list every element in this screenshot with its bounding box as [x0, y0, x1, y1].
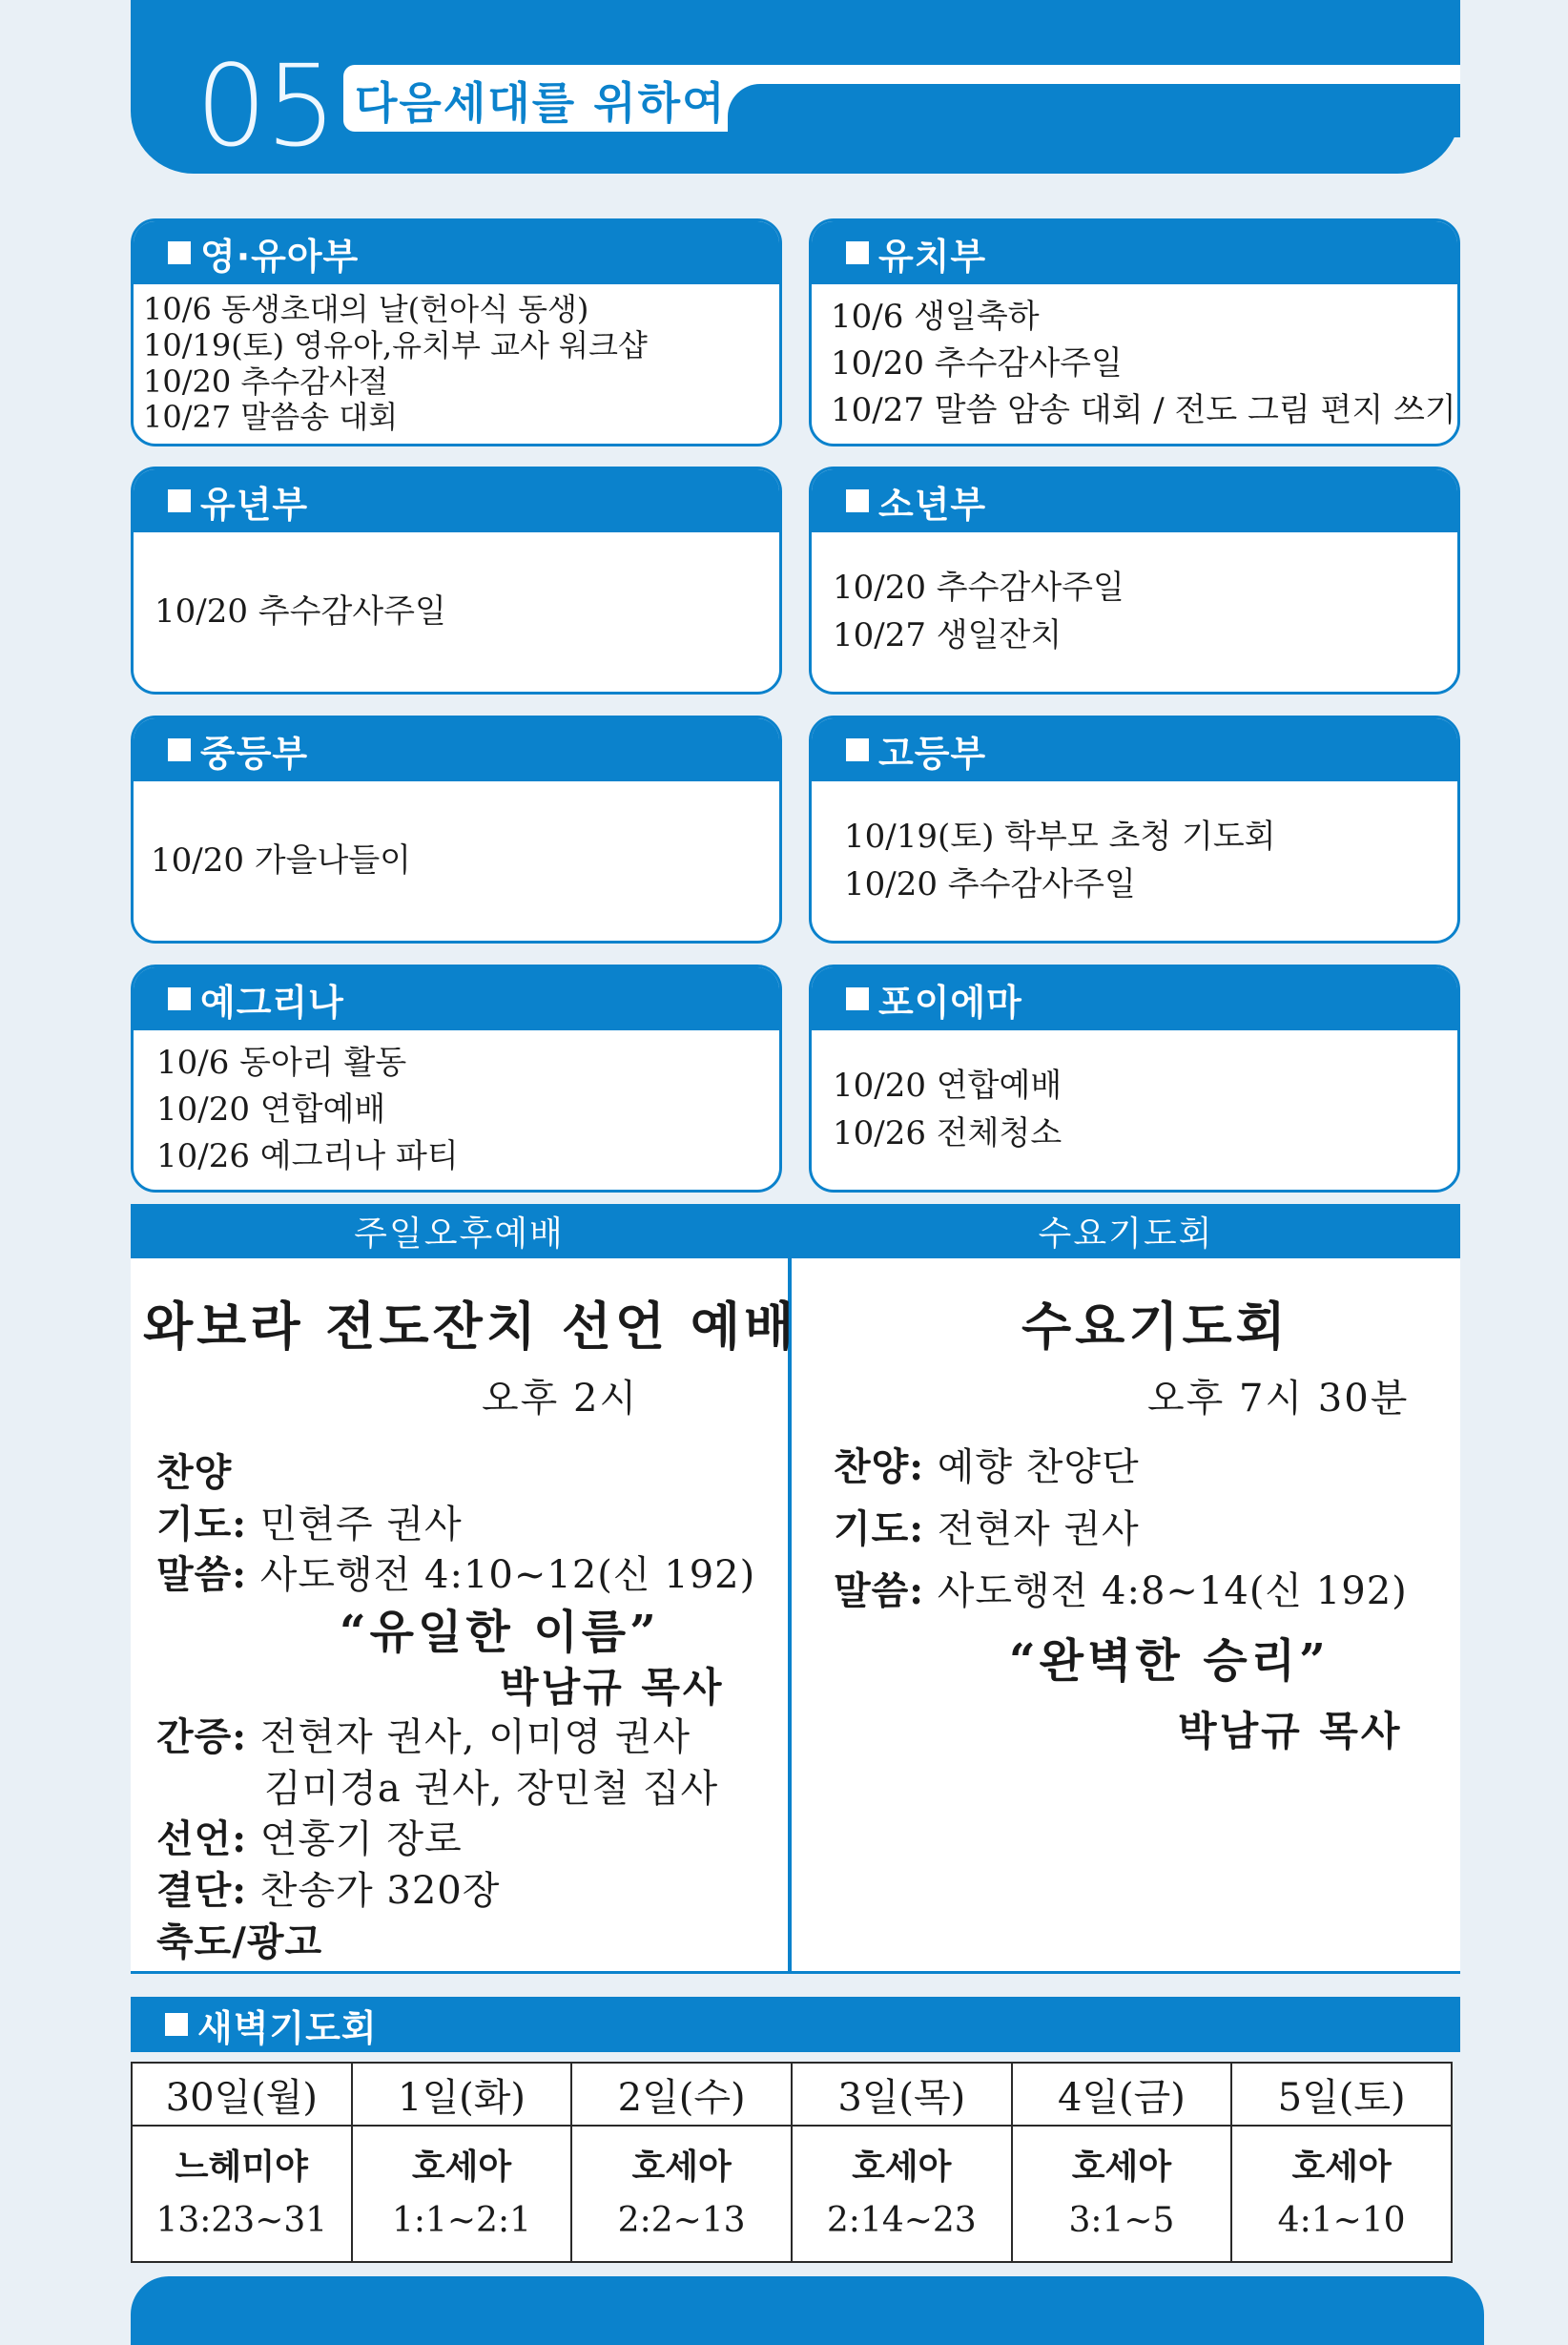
square-bullet-icon — [846, 987, 869, 1010]
dept-name: 고등부 — [878, 732, 987, 775]
dept-item: 10/27 말씀 암송 대회 / 전도 그림 편지 쓰기 — [831, 391, 1456, 430]
day-header: 5일(토) — [1231, 2063, 1452, 2126]
wednesday-service-title: 수요기도회 — [1021, 1296, 1289, 1357]
sunday-preacher: 박남규 목사 — [500, 1664, 725, 1711]
dept-card-kindergarten — [809, 218, 1460, 446]
dept-item: 10/26 전체청소 — [833, 1113, 1063, 1152]
reading-book: 호세아 — [411, 2146, 512, 2187]
dept-item: 10/20 추수감사주일 — [831, 343, 1123, 383]
wednesday-praise-row — [834, 1437, 1140, 1491]
reading-cell — [352, 2126, 572, 2262]
testimony-value: 전현자 권사, 이미영 권사 — [259, 1715, 691, 1759]
reading-cell — [792, 2126, 1012, 2262]
declare-value: 연홍기 장로 — [259, 1817, 463, 1861]
dept-item: 10/20 연합예배 — [833, 1067, 1063, 1106]
praise-value: 예향 찬양단 — [937, 1445, 1140, 1489]
footer-bar — [131, 2276, 1484, 2345]
square-bullet-icon — [168, 241, 191, 264]
wednesday-sermon-title: “완벽한 승리” — [1009, 1634, 1330, 1688]
dept-item: 10/20 추수감사절 — [143, 363, 388, 400]
dept-name: 예그리나 — [200, 981, 344, 1024]
praise-label: 찬양: — [834, 1444, 925, 1489]
wednesday-service-time: 오후 7시 30분 — [1147, 1377, 1410, 1421]
reading-verses: 13:23~31 — [155, 2200, 328, 2240]
wednesday-preacher: 박남규 목사 — [1178, 1708, 1403, 1754]
dept-item: 10/20 가을나들이 — [151, 840, 412, 880]
table-header-row — [132, 2063, 1452, 2126]
word-value: 사도행전 4:10~12(신 192) — [259, 1553, 756, 1597]
dept-card-elementary-upper — [809, 467, 1460, 695]
square-bullet-icon — [846, 738, 869, 761]
day-header: 3일(목) — [792, 2063, 1012, 2126]
dawn-prayer-header — [131, 1997, 1460, 2052]
dept-item: 10/20 연합예배 — [156, 1089, 386, 1129]
reading-book: 호세아 — [1291, 2146, 1392, 2187]
reading-cell — [1231, 2126, 1452, 2262]
reading-cell — [132, 2126, 352, 2262]
prayer-label: 기도: — [156, 1502, 248, 1546]
prayer-value: 전현자 권사 — [937, 1507, 1140, 1551]
dept-card-middle-school — [131, 716, 782, 944]
reading-book: 호세아 — [631, 2146, 732, 2187]
word-value: 사도행전 4:8~14(신 192) — [937, 1569, 1408, 1613]
sunday-service-title: 와보라 전도잔치 선언 예배 — [143, 1296, 798, 1357]
dept-name: 영·유아부 — [200, 235, 360, 278]
day-header: 1일(화) — [352, 2063, 572, 2126]
reading-cell — [1012, 2126, 1232, 2262]
dawn-prayer-table — [131, 2062, 1453, 2263]
dept-item: 10/6 동생초대의 날(헌아식 동생) — [143, 291, 589, 327]
dept-name: 유치부 — [878, 235, 987, 278]
sunday-testimony-row — [156, 1707, 691, 1761]
dept-card-elementary-lower — [131, 467, 782, 695]
sunday-declare-row — [156, 1809, 463, 1863]
sunday-testimony-row-2: 김미경a 권사, 장민철 집사 — [264, 1767, 719, 1811]
dept-name: 포이에마 — [878, 981, 1022, 1024]
dept-item: 10/20 추수감사주일 — [833, 569, 1124, 608]
reading-book: 느헤미야 — [175, 2146, 308, 2187]
reading-verses: 2:14~23 — [826, 2200, 977, 2240]
word-label: 말씀: — [834, 1568, 925, 1613]
dept-item: 10/6 동아리 활동 — [156, 1043, 407, 1082]
reading-book: 호세아 — [852, 2146, 952, 2187]
wednesday-prayer-row — [834, 1499, 1140, 1553]
declare-label: 선언: — [156, 1816, 248, 1861]
header-band-accent — [728, 84, 1460, 137]
table-row — [132, 2126, 1452, 2262]
dept-item: 10/26 예그리나 파티 — [156, 1137, 459, 1176]
dept-item: 10/6 생일축하 — [831, 297, 1040, 336]
reading-verses: 2:2~13 — [617, 2200, 746, 2240]
dept-item: 10/19(토) 영유아,유치부 교사 워크샵 — [143, 326, 648, 363]
day-header: 2일(수) — [571, 2063, 792, 2126]
sunday-prayer-row — [156, 1494, 463, 1548]
dept-name: 유년부 — [200, 483, 309, 526]
dept-card-high-school — [809, 716, 1460, 944]
reading-verses: 1:1~2:1 — [391, 2200, 531, 2240]
sunday-word-row — [156, 1545, 755, 1599]
reading-verses: 4:1~10 — [1277, 2200, 1406, 2240]
praise-label: 찬양 — [156, 1450, 233, 1495]
prayer-label: 기도: — [834, 1506, 925, 1551]
sunday-closing-row — [156, 1860, 500, 1915]
day-header: 30일(월) — [132, 2063, 352, 2126]
dawn-prayer-title: 새벽기도회 — [197, 2006, 378, 2049]
reading-cell — [571, 2126, 792, 2262]
reading-book: 호세아 — [1071, 2146, 1172, 2187]
dept-item: 10/20 추수감사주일 — [844, 864, 1136, 903]
square-bullet-icon — [168, 987, 191, 1010]
dept-card-infant — [131, 218, 782, 446]
dept-item: 10/19(토) 학부모 초청 기도회 — [844, 818, 1276, 857]
day-header: 4일(금) — [1012, 2063, 1232, 2126]
blessing-label: 축도/광고 — [156, 1920, 323, 1964]
sunday-service-time: 오후 2시 — [482, 1377, 639, 1421]
page-title: 다음세대를 위하여 — [355, 77, 727, 129]
square-bullet-icon — [168, 738, 191, 761]
dept-card-yegeurina — [131, 965, 782, 1193]
sunday-blessing-row — [156, 1912, 322, 1966]
word-label: 말씀: — [156, 1552, 248, 1597]
prayer-value: 민현주 권사 — [259, 1503, 463, 1546]
service-bottom-rule — [131, 1971, 1460, 1974]
square-bullet-icon — [846, 489, 869, 512]
sunday-service-header: 주일오후예배 — [131, 1204, 788, 1258]
wednesday-word-row — [834, 1561, 1408, 1615]
section-number: 05 — [196, 40, 336, 172]
square-bullet-icon — [168, 489, 191, 512]
square-bullet-icon — [846, 241, 869, 264]
square-bullet-icon — [165, 2013, 188, 2036]
dept-name: 소년부 — [878, 483, 987, 526]
dept-name: 중등부 — [200, 732, 309, 775]
dept-card-poiema — [809, 965, 1460, 1193]
closing-value: 찬송가 320장 — [259, 1869, 501, 1913]
dept-item: 10/27 말씀송 대회 — [143, 399, 399, 436]
dept-item: 10/27 생일잔치 — [833, 615, 1063, 654]
wednesday-service-header: 수요기도회 — [792, 1204, 1460, 1258]
sunday-praise-row — [156, 1442, 232, 1497]
sunday-sermon-title: “유일한 이름” — [340, 1606, 660, 1659]
closing-label: 결단: — [156, 1868, 248, 1913]
reading-verses: 3:1~5 — [1068, 2200, 1175, 2240]
testimony-label: 간증: — [156, 1714, 248, 1759]
dept-item: 10/20 추수감사주일 — [155, 591, 446, 631]
